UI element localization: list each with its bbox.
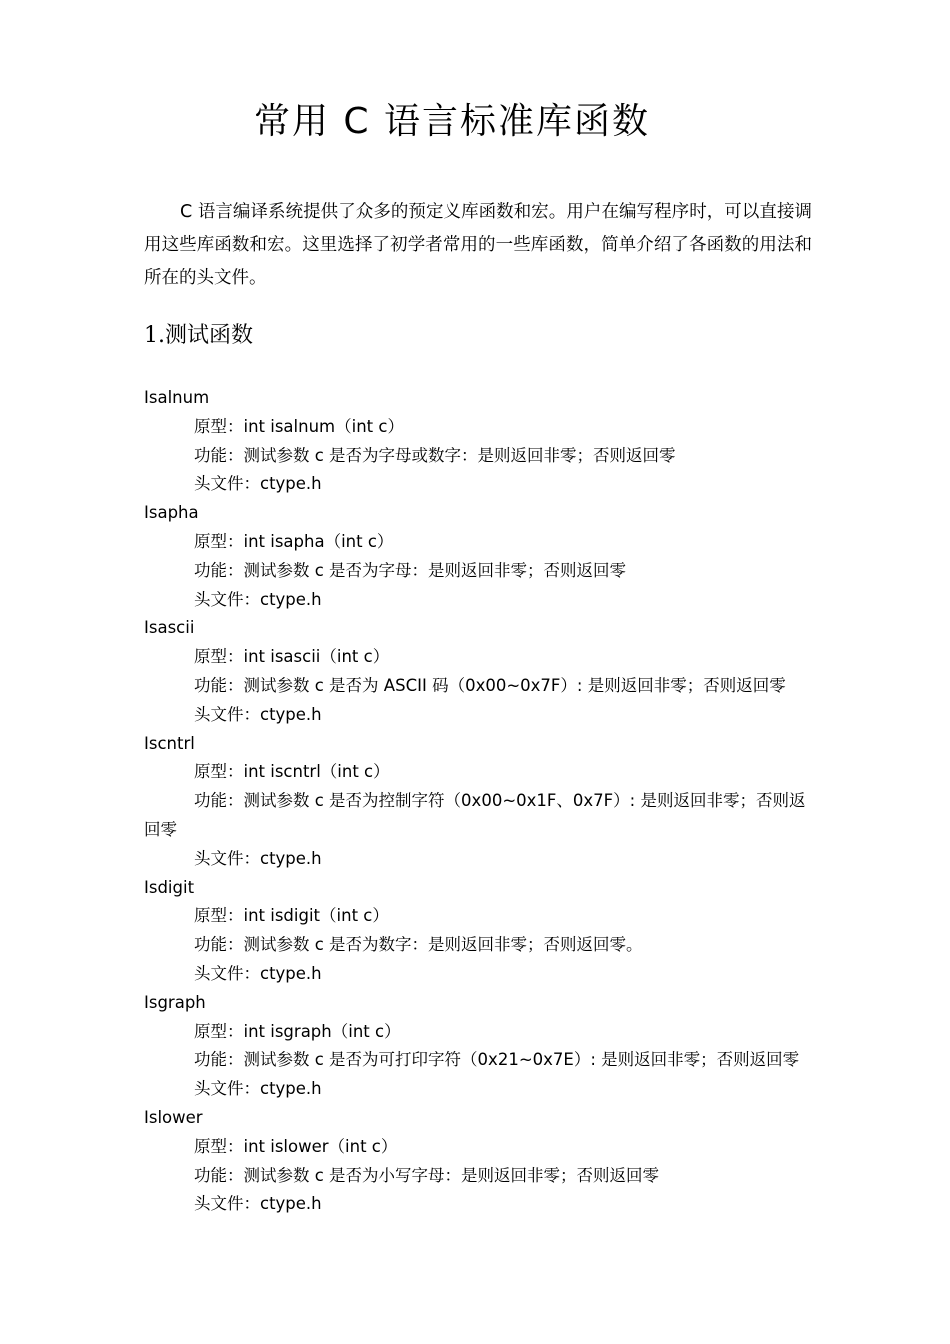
function-entry-isgraph <box>144 989 812 1104</box>
function-prototype: 原型：int isdigit（int c） <box>194 906 389 926</box>
function-name: Isascii <box>144 618 195 638</box>
section-title: 测试函数 <box>165 323 254 348</box>
function-entry-isdigit <box>144 874 812 989</box>
function-description: 功能：测试参数 c 是否为字母：是则返回非零；否则返回零 <box>194 560 627 580</box>
function-name: Isapha <box>144 503 199 523</box>
function-prototype: 原型：int isalnum（int c） <box>194 416 404 436</box>
function-header: 头文件：ctype.h <box>194 1079 322 1099</box>
function-entry-isapha <box>144 499 812 614</box>
function-description: 功能：测试参数 c 是否为控制字符（0x00~0x1F、0x7F）: 是则返回非零；否则返回零 <box>144 791 806 839</box>
function-name: Islower <box>144 1107 203 1127</box>
function-entry-isalnum <box>144 384 812 499</box>
function-header: 头文件：ctype.h <box>194 963 322 983</box>
section-heading <box>144 318 253 354</box>
function-header: 头文件：ctype.h <box>194 704 322 724</box>
function-name: Isgraph <box>144 992 206 1012</box>
function-entry-isascii <box>144 614 812 729</box>
function-name: Isdigit <box>144 877 195 897</box>
function-entry-iscntrl <box>144 730 812 874</box>
function-prototype: 原型：int isgraph（int c） <box>194 1021 401 1041</box>
function-description: 功能：测试参数 c 是否为 ASCII 码（0x00~0x7F）: 是则返回非零；否则返回零 <box>194 675 786 695</box>
function-prototype: 原型：int iscntrl（int c） <box>194 762 390 782</box>
function-description: 功能：测试参数 c 是否为可打印字符（0x21~0x7E）: 是则返回非零；否则返回零 <box>194 1050 800 1070</box>
function-header: 头文件：ctype.h <box>194 848 322 868</box>
function-description: 功能：测试参数 c 是否为字母或数字：是则返回非零；否则返回零 <box>194 445 676 465</box>
function-list <box>144 384 812 1219</box>
function-header: 头文件：ctype.h <box>194 474 322 494</box>
page-title: 常用 C 语言标准库函数 <box>253 101 651 142</box>
function-prototype: 原型：int isapha（int c） <box>194 531 394 551</box>
function-description: 功能：测试参数 c 是否为小写字母：是则返回非零；否则返回零 <box>194 1165 660 1185</box>
function-name: Isalnum <box>144 388 210 407</box>
section-number: 1. <box>144 323 165 348</box>
function-header: 头文件：ctype.h <box>194 1194 322 1214</box>
function-entry-islower <box>144 1104 812 1219</box>
function-header: 头文件：ctype.h <box>194 589 322 609</box>
function-name: Iscntrl <box>144 733 195 753</box>
function-description: 功能：测试参数 c 是否为数字：是则返回非零；否则返回零。 <box>194 935 643 955</box>
function-prototype: 原型：int isascii（int c） <box>194 647 390 667</box>
function-prototype: 原型：int islower（int c） <box>194 1136 398 1156</box>
intro-paragraph: C 语言编译系统提供了众多的预定义库函数和宏。用户在编写程序时，可以直接调用这些库函数和宏。这里选择了初学者常用的一些库函数，简单介绍了各函数的用法和所在的头文件。 <box>144 202 812 288</box>
